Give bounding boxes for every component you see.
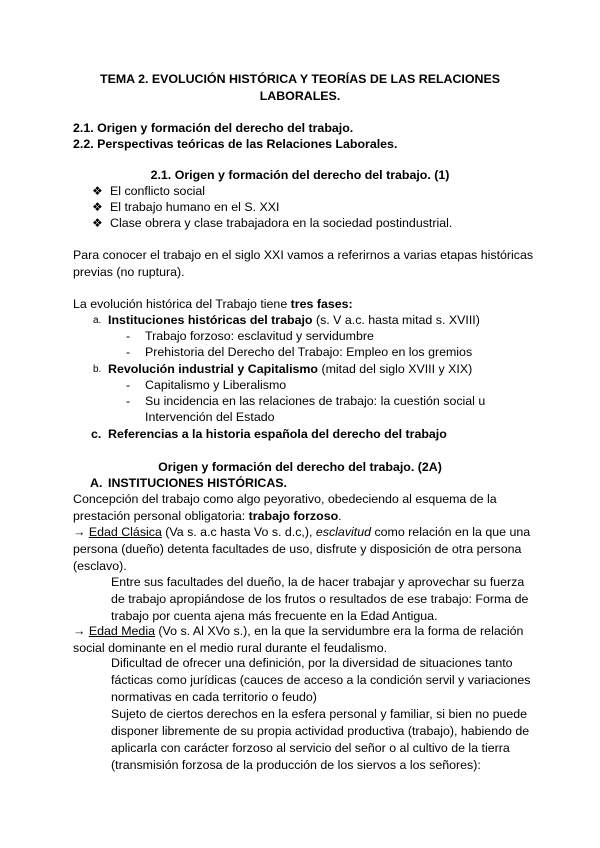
concept-bold: trabajo forzoso <box>248 509 339 523</box>
phase-a-label: a. <box>93 315 102 326</box>
dash-bullet: - <box>126 329 131 343</box>
edad-media-paragraph <box>73 623 523 657</box>
phase-b-label: b. <box>93 364 102 375</box>
bullet-item-2: El trabajo humano en el S. XXI <box>110 200 280 214</box>
arrow-right-icon: → <box>73 624 89 638</box>
edad-clasica-term: Edad Clásica <box>88 525 162 539</box>
phase-b-detail: (mitad del siglo XVIII y XIX) <box>318 362 473 376</box>
diamond-bullet-icon: ❖ <box>92 216 103 230</box>
concept-line-2-prefix: prestación personal obligatoria: <box>73 509 249 523</box>
intro-paragraph <box>73 247 533 281</box>
phases-intro <box>73 296 353 313</box>
media-text-a: (Vo s. Al XVo s.), en la que la servidumbre era la forma de relación <box>154 624 524 638</box>
phase-a-item-1: Trabajo forzoso: esclavitud y servidumbre <box>145 329 374 343</box>
dash-bullet: - <box>126 378 131 392</box>
document-title <box>0 71 600 105</box>
phase-b-item-2: Su incidencia en las relaciones de trabajo: la cuestión social u <box>145 394 486 408</box>
media-indent-line-3: normativas en cada territorio o feudo) <box>111 690 317 704</box>
phase-a-detail: (s. V a.c. hasta mitad s. XVIII) <box>312 313 480 327</box>
title-line-1: TEMA 2. EVOLUCIÓN HISTÓRICA Y TEORÍAS DE LAS RELACIONES <box>100 72 500 86</box>
edad-clasica-paragraph <box>73 524 530 575</box>
clasica-indent-line-2: de trabajo apropiándose de los frutos o resultados de ese trabajo: Forma de <box>111 592 529 606</box>
dash-bullet: - <box>126 394 131 408</box>
media-indent-line-1: Dificultad de ofrecer una definición, por la diversidad de situaciones tanto <box>111 656 513 670</box>
media-indent-line-2: fácticas como jurídicas (cauces de acceso a la condición servil y variaciones <box>111 673 531 687</box>
phase-c-title: Referencias a la historia española del derecho del trabajo <box>108 427 447 441</box>
phase-a-item-2: Prehistoria del Derecho del Trabajo: Empleo en los gremios <box>145 345 473 359</box>
concept-suffix: . <box>338 509 342 523</box>
media-indent-line-7: (transmisión forzosa de la producción de los siervos a los señores): <box>111 758 481 772</box>
phase-b-item-1: Capitalismo y Liberalismo <box>145 378 287 392</box>
toc-item-1: 2.1. Origen y formación del derecho del trabajo. <box>73 121 354 135</box>
subheading-a-label: A. <box>90 476 103 490</box>
concept-paragraph <box>73 491 497 525</box>
bullet-item-3: Clase obrera y clase trabajadora en la sociedad postindustrial. <box>110 216 453 230</box>
clasica-line-2: persona (dueño) detenta facultades de uso, disfrute y disposición de otra persona <box>73 542 522 556</box>
media-line-2: social dominante en el medio rural durante el feudalismo. <box>73 641 388 655</box>
toc-item-2: 2.2. Perspectivas teóricas de las Relaciones Laborales. <box>73 137 398 151</box>
phase-b-item-2-cont: Intervención del Estado <box>145 410 275 424</box>
clasica-line-3: (esclavo). <box>73 559 127 573</box>
phases-bold: tres fases: <box>290 297 353 311</box>
bullet-item-1: El conflicto social <box>110 184 206 198</box>
intro-line-1: Para conocer el trabajo en el siglo XXI vamos a referirnos a varias etapas históricas <box>73 248 534 262</box>
arrow-right-icon: → <box>73 525 89 539</box>
phase-a <box>108 312 480 329</box>
phase-b <box>108 361 472 378</box>
subheading-a: INSTITUCIONES HISTÓRICAS. <box>108 476 287 490</box>
media-indent-line-5: disponer libremente de su propia actividad productiva (trabajo), habiendo de <box>111 724 530 738</box>
concept-line-1: Concepción del trabajo como algo peyorativo, obedeciendo al esquema de la <box>73 492 497 506</box>
phase-a-title: Instituciones históricas del trabajo <box>108 313 313 327</box>
phases-prefix: La evolución histórica del Trabajo tiene <box>73 297 291 311</box>
clasica-text-a: (Va s. a.c hasta Vo s. d.c,), <box>161 525 316 539</box>
section-2-heading: Origen y formación del derecho del trabajo. (2A) <box>158 460 442 474</box>
clasica-italic: esclavitud <box>315 525 371 539</box>
clasica-indent-line-1: Entre sus facultades del dueño, la de hacer trabajar y aprovechar su fuerza <box>111 575 525 589</box>
intro-line-2: previas (no ruptura). <box>73 265 185 279</box>
media-indent-line-6: aplicarla con carácter forzoso al servicio del señor o al cultivo de la tierra <box>111 741 510 755</box>
phase-b-title: Revolución industrial y Capitalismo <box>108 362 318 376</box>
edad-media-term: Edad Media <box>88 624 155 638</box>
clasica-indent-paragraph <box>111 574 528 625</box>
media-indent-line-4: Sujeto de ciertos derechos en la esfera personal y familiar, si bien no puede <box>111 707 528 721</box>
diamond-bullet-icon: ❖ <box>92 200 103 214</box>
title-line-2: LABORALES. <box>259 89 341 103</box>
clasica-text-b: como relación en la que una <box>371 525 531 539</box>
diamond-bullet-icon: ❖ <box>92 184 103 198</box>
section-1-heading: 2.1. Origen y formación del derecho del trabajo. (1) <box>150 168 450 182</box>
phase-c-label: c. <box>91 427 102 441</box>
clasica-indent-line-3: trabajo por cuenta ajena más frecuente en la Edad Antigua. <box>111 609 438 623</box>
media-indent-paragraph <box>111 655 530 774</box>
dash-bullet: - <box>126 345 131 359</box>
